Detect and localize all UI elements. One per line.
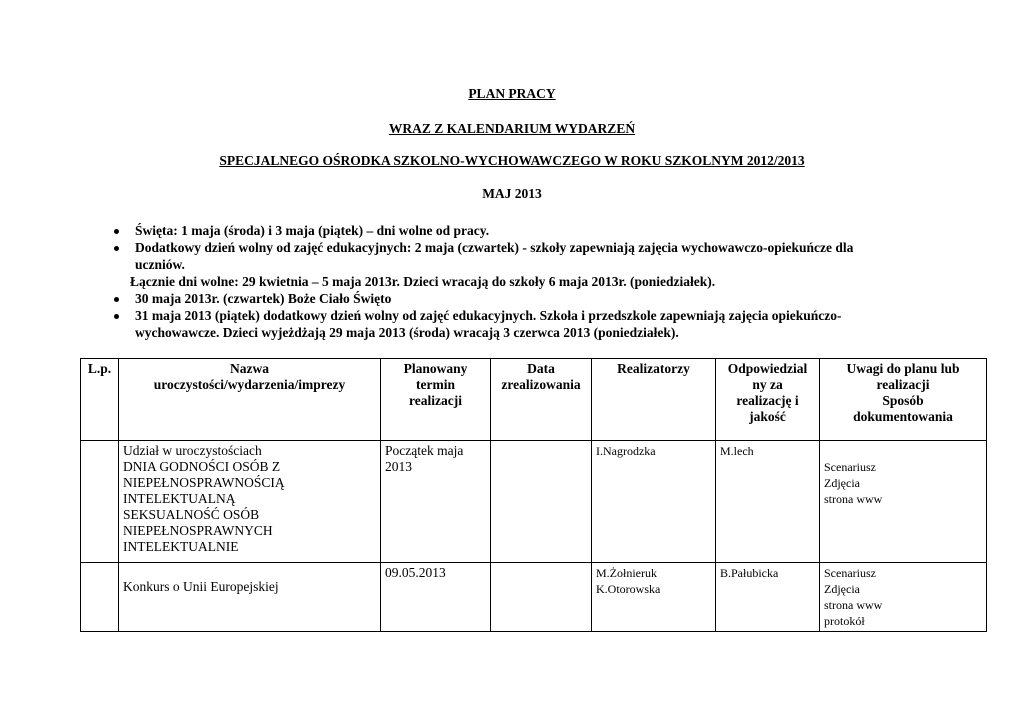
title-kalendarium: WRAZ Z KALENDARIUM WYDARZEŃ — [388, 121, 636, 136]
row2-lp — [81, 563, 119, 632]
table-row — [81, 441, 987, 563]
row1-date — [491, 441, 592, 563]
row1-responsible: M.lech — [716, 441, 820, 563]
note-extra-day-cont: uczniów. — [135, 257, 185, 272]
row2-planned: 09.05.2013 — [381, 563, 491, 632]
header-realizers: Realizatorzy — [592, 359, 716, 441]
header-name: Nazwa uroczystości/wydarzenia/imprezy — [119, 359, 381, 441]
row1-planned: Początek maja 2013 — [381, 441, 491, 563]
month-heading: MAJ 2013 — [482, 186, 542, 201]
header-lp: L.p. — [81, 359, 119, 441]
table-header-row — [81, 359, 987, 441]
bullet-icon — [114, 229, 119, 234]
header-planned: Planowany termin realizacji — [381, 359, 491, 441]
table-row — [81, 563, 987, 632]
note-may31-cont: wychowawcze. Dzieci wyjeżdżają 29 maja 2013 (środa) wracają 3 czerwca 2013 (poniedziałek). — [135, 325, 679, 340]
row2-responsible: B.Pałubicka — [716, 563, 820, 632]
note-total-days: Łącznie dni wolne: 29 kwietnia – 5 maja 2013r. Dzieci wracają do szkoły 6 maja 2013r. (poniedziałek). — [130, 274, 716, 289]
row2-remarks: Scenariusz Zdjęcia strona www protokół — [820, 563, 987, 632]
bullet-icon — [114, 314, 119, 319]
header-date: Data zrealizowania — [491, 359, 592, 441]
events-table — [80, 358, 987, 632]
header-remarks: Uwagi do planu lub realizacji Sposób dokumentowania — [820, 359, 987, 441]
title-osrodek: SPECJALNEGO OŚRODKA SZKOLNO-WYCHOWAWCZEGO W ROKU SZKOLNYM 2012/2013 — [219, 153, 805, 168]
row1-lp — [81, 441, 119, 563]
row2-event: Konkurs o Unii Europejskiej — [119, 563, 381, 632]
note-may31: 31 maja 2013 (piątek) dodatkowy dzień wolny od zajęć edukacyjnych. Szkoła i przedszkole zapewniają zajęcia opiekuńczo- — [135, 308, 842, 323]
row1-realizers: I.Nagrodzka — [592, 441, 716, 563]
bullet-icon — [114, 246, 119, 251]
bullet-icon — [114, 297, 119, 302]
note-holidays: Święta: 1 maja (środa) i 3 maja (piątek) – dni wolne od pracy. — [135, 223, 490, 238]
header-responsible: Odpowiedzial ny za realizację i jakość — [716, 359, 820, 441]
row1-remarks: Scenariusz Zdjęcia strona www — [820, 441, 987, 563]
title-plan-pracy: PLAN PRACY — [468, 86, 556, 101]
row2-date — [491, 563, 592, 632]
row1-event: Udział w uroczystościach DNIA GODNOŚCI OSÓB Z NIEPEŁNOSPRAWNOŚCIĄ INTELEKTUALNĄ SEKSUALNOŚĆ OSÓB NIEPEŁNOSPRAWNYCH INTELEKTUALNIE — [119, 441, 381, 563]
note-extra-day: Dodatkowy dzień wolny od zajęć edukacyjnych: 2 maja (czwartek) - szkoły zapewniają zajęcia wychowawczo-opiekuńcze dla — [135, 240, 854, 255]
row2-realizers: M.Żołnieruk K.Otorowska — [592, 563, 716, 632]
note-corpus-christi: 30 maja 2013r. (czwartek) Boże Ciało Święto — [135, 291, 392, 306]
